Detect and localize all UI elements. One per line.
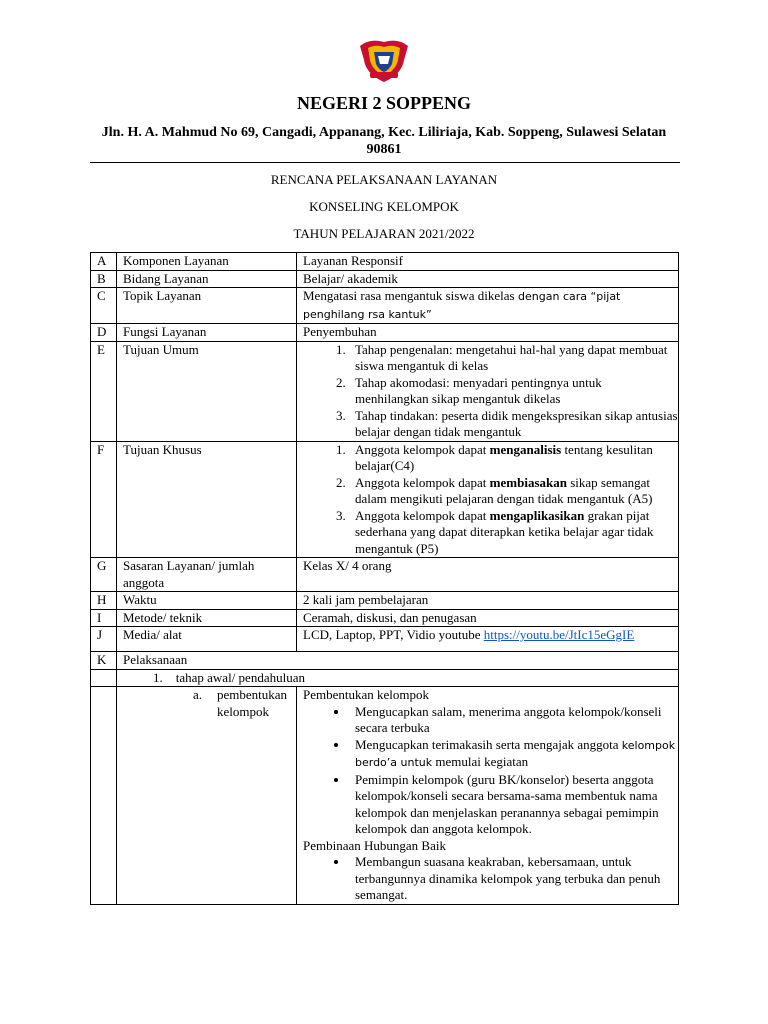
item-verb: menganalisis xyxy=(489,441,562,457)
row-value xyxy=(297,288,679,324)
row-value: Belajar/ akademik xyxy=(297,270,679,288)
row-value xyxy=(297,627,679,652)
row-code: E xyxy=(91,341,117,441)
section-pembentukan-title: Pembentukan kelompok xyxy=(303,687,430,702)
title-konseling: KONSELING KELOMPOK xyxy=(309,199,459,214)
media-text: LCD, Laptop, PPT, Vidio youtube xyxy=(303,627,484,642)
list-item: 3. Tahap tindakan: peserta didik mengekspresikan sikap antusias belajar dengan tidak mengantuk xyxy=(349,408,678,441)
row-code: B xyxy=(91,270,117,288)
row-code: C xyxy=(91,288,117,324)
row-code: F xyxy=(91,441,117,558)
youtube-link[interactable]: https://youtu.be/JtIc15eGgIE xyxy=(483,627,635,642)
item-text: Anggota kelompok dapat xyxy=(355,474,490,490)
address-line-2: 90861 xyxy=(366,142,402,157)
row-label: Metode/ teknik xyxy=(117,609,297,627)
item-verb: membiasakan xyxy=(489,474,567,490)
list-item xyxy=(349,737,678,772)
list-item xyxy=(349,475,678,508)
list-item xyxy=(349,508,678,558)
table-row xyxy=(91,324,679,342)
item-text: memulai kegiatan xyxy=(432,754,529,769)
item-verb: mengaplikasikan xyxy=(489,507,585,523)
table-row xyxy=(91,441,679,558)
step-1-number: 1. xyxy=(153,669,176,685)
item-text: tentang kesulitan belajar(C4) xyxy=(355,441,653,473)
row-label: Komponen Layanan xyxy=(117,253,297,271)
item-text: Mengucapkan terimakasih serta mengajak anggota xyxy=(355,736,622,752)
table-row xyxy=(91,652,679,670)
row-code: H xyxy=(91,592,117,610)
row-label: Topik Layanan xyxy=(117,288,297,324)
table-row xyxy=(91,687,679,905)
row-label: Tujuan Umum xyxy=(117,341,297,441)
item-text: Anggota kelompok dapat xyxy=(355,507,490,523)
tujuan-khusus-list xyxy=(303,442,678,558)
row-label: Bidang Layanan xyxy=(117,270,297,288)
topic-text: Mengatasi rasa mengantuk siswa dikelas xyxy=(303,288,515,303)
sub-a-marker: a. xyxy=(193,687,203,702)
list-item: 1. Tahap pengenalan: mengetahui hal-hal yang dapat membuat siswa mengantuk di kelas xyxy=(349,342,678,375)
row-value: Kelas X/ 4 orang xyxy=(297,558,679,592)
table-row xyxy=(91,669,679,687)
table-row xyxy=(91,270,679,288)
row-value: Layanan Responsif xyxy=(297,253,679,271)
table-row xyxy=(91,592,679,610)
row-label: Tujuan Khusus xyxy=(117,441,297,558)
table-row xyxy=(91,609,679,627)
row-label: Pelaksanaan xyxy=(117,652,679,670)
step-1-label: tahap awal/ pendahuluan xyxy=(175,669,305,685)
row-label: Fungsi Layanan xyxy=(117,324,297,342)
address-line-1: Jln. H. A. Mahmud No 69, Cangadi, Appanang, Kec. Liliriaja, Kab. Soppeng, Sulawesi Selatan xyxy=(101,125,667,140)
title-tahun: TAHUN PELAJARAN 2021/2022 xyxy=(293,226,475,241)
section-pembinaan-title: Pembinaan Hubungan Baik xyxy=(303,837,446,853)
title-rpl: RENCANA PELAKSANAAN LAYANAN xyxy=(270,172,498,187)
school-address xyxy=(100,124,668,158)
table-row xyxy=(91,627,679,652)
row-value: Penyembuhan xyxy=(297,324,679,342)
table-row xyxy=(91,341,679,441)
tujuan-umum-list xyxy=(303,342,678,441)
row-value xyxy=(297,441,679,558)
school-emblem-logo xyxy=(356,36,412,84)
topic-text-sans: dengan cara “pijat penghilang rsa kantuk” xyxy=(303,290,621,321)
pembentukan-list xyxy=(303,704,678,838)
row-label: Sasaran Layanan/ jumlah anggota xyxy=(117,558,297,592)
row-value xyxy=(297,341,679,441)
item-text: Anggota kelompok dapat xyxy=(355,441,490,457)
rpl-table xyxy=(90,252,679,905)
school-name: NEGERI 2 SOPPENG xyxy=(296,93,472,113)
row-value: Ceramah, diskusi, dan penugasan xyxy=(297,609,679,627)
table-row xyxy=(91,253,679,271)
list-item: 2. Tahap akomodasi: menyadari pentingnya untuk menhilangkan sikap mengantuk dikelas xyxy=(349,375,678,408)
list-item: • Membangun suasana keakraban, kebersamaan, untuk terbangunnya dinamika kelompok yang terbuka dan penuh semangat. xyxy=(349,854,678,904)
header-divider xyxy=(90,162,680,163)
list-item: • Mengucapkan salam, menerima anggota kelompok/konseli secara terbuka xyxy=(349,704,678,737)
row-label: Media/ alat xyxy=(117,627,297,652)
table-row xyxy=(91,288,679,324)
list-item xyxy=(349,442,678,475)
item-text: grakan pijat sederhana yang dapat diterapkan ketika belajar agar tidak mengantuk (P5) xyxy=(355,507,654,556)
row-value: 2 kali jam pembelajaran xyxy=(297,592,679,610)
list-item: • Pemimpin kelompok (guru BK/konselor) beserta anggota kelompok/konseli secara bersama-sama membentuk nama kelompok dan menjelaskan peranannya sebagai pemimpin kelompok dan anggota kelompok. xyxy=(349,772,678,838)
sub-a-label: pembentukan kelompok xyxy=(217,687,288,719)
item-text-sans: kelompok berdo’a untuk xyxy=(355,738,676,769)
pembinaan-list xyxy=(303,854,678,904)
row-code: K xyxy=(91,652,117,670)
row-code: D xyxy=(91,324,117,342)
row-code: I xyxy=(91,609,117,627)
table-row xyxy=(91,558,679,592)
row-code: J xyxy=(91,627,117,652)
row-code: A xyxy=(91,253,117,271)
row-label: Waktu xyxy=(117,592,297,610)
row-code: G xyxy=(91,558,117,592)
item-text: sikap semangat dalam mengikuti pelajaran dengan tidak mengantuk (A5) xyxy=(355,474,653,506)
